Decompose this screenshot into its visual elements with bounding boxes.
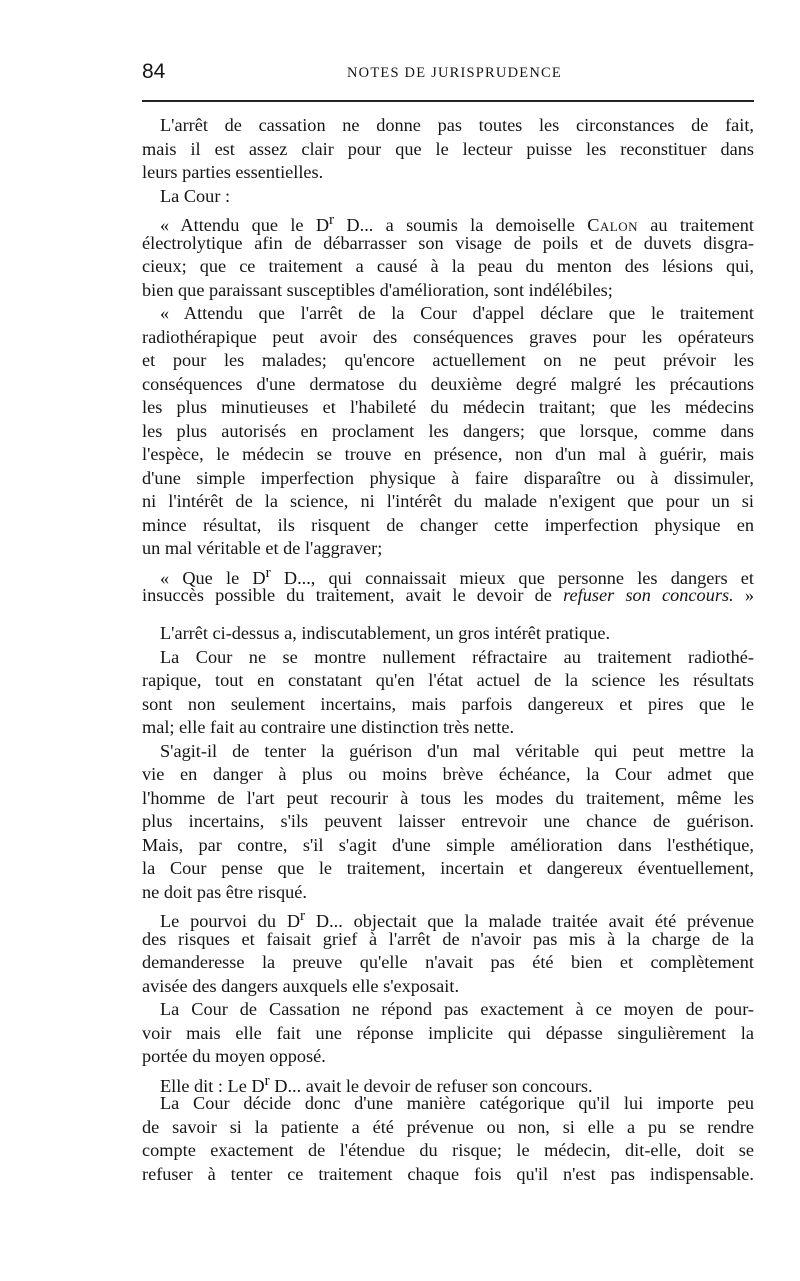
text-fragment: » <box>733 585 754 605</box>
text-line: refuser à tenter ce traitement chaque fois qu'il n'est pas indispensable. <box>142 1163 754 1184</box>
text-line: Mais, par contre, s'il s'agit d'une simple amélioration dans l'esthétique, <box>142 834 754 855</box>
text-line: mince résultat, ils risquent de changer cette imperfection physique en <box>142 514 754 535</box>
text-line: mal; elle fait au contraire une distinction très nette. <box>142 717 515 737</box>
text-line: vie en danger à plus ou moins brève échéance, la Cour admet que <box>142 764 754 784</box>
text-line <box>142 904 754 932</box>
text-line: La Cour décide donc d'une manière catégorique qu'il lui importe peu <box>160 1093 754 1113</box>
commentary-section <box>142 622 754 1186</box>
text-line: sont non seulement incertains, mais parfois dangereux et pires que le <box>142 693 754 714</box>
emphasis-text: refuser son concours. <box>563 585 734 605</box>
text-line: mais il est assez clair pour que le lecteur puisse les reconstituer dans <box>142 138 754 159</box>
text-line-quote <box>142 561 754 588</box>
text-line: de savoir si la patiente a été prévenue ou non, si elle a pu se rendre <box>142 1116 754 1137</box>
text-line: S'agit-il de tenter la guérison d'un mal véritable qui peut mettre la <box>160 740 754 761</box>
text-line: électrolytique afin de débarrasser son visage de poils et de duvets disgra- <box>142 232 754 253</box>
superscript: r <box>265 563 271 581</box>
text-line: L'arrêt de cassation ne donne pas toutes les circonstances de fait, <box>160 115 754 135</box>
text-line: conséquences d'une dermatose du deuxième degré malgré les précautions <box>142 373 754 394</box>
text-line: ni l'intérêt de la science, ni l'intérêt du malade n'exigent que pour un si <box>142 491 754 511</box>
text-line: d'une simple imperfection physique à faire disparaître ou à dissimuler, <box>142 467 754 488</box>
text-fragment: D... a soumis la demoiselle <box>334 215 588 236</box>
text-line: les plus autorisés en proclament les dangers; que lorsque, comme dans <box>142 420 754 441</box>
text-line <box>142 1069 754 1096</box>
text-line: un mal véritable et de l'aggraver; <box>142 538 383 558</box>
text-line: l'espèce, le médecin se trouve en présence, non d'un mal à guérir, mais <box>142 444 754 464</box>
text-line: la Cour pense que le traitement, incertain et dangereux éventuellement, <box>142 858 754 878</box>
text-line-quote <box>142 208 754 236</box>
text-line: voir mais elle fait une réponse implicite qui dépasse singulièrement la <box>142 1022 754 1043</box>
page-header <box>142 60 754 90</box>
text-fragment: « Que le D <box>160 567 266 588</box>
text-line: demanderesse la preuve qu'elle n'avait pas été bien et complètement <box>142 952 754 972</box>
page-number: 84 <box>142 60 166 83</box>
plaintiff-name: Calon <box>587 215 638 236</box>
text-fragment: Elle dit : Le D <box>160 1075 265 1096</box>
text-line: La Cour ne se montre nullement réfractaire au traitement radiothé- <box>160 646 754 667</box>
text-line: La Cour : <box>160 185 231 206</box>
running-title: NOTES DE JURISPRUDENCE <box>347 65 562 81</box>
text-line: « Attendu que l'arrêt de la Cour d'appel déclare que le traitement <box>160 303 754 323</box>
text-line: et pour les malades; qu'encore actuellement on ne peut prévoir les <box>142 350 754 370</box>
court-ruling-section <box>142 114 754 608</box>
text-line: bien que paraissant susceptibles d'amélioration, sont indélébiles; <box>142 279 613 300</box>
superscript: r <box>264 1071 270 1089</box>
text-line: L'arrêt ci-dessus a, indiscutablement, un gros intérêt pratique. <box>160 623 611 643</box>
text-fragment: D... objectait que la malade traitée avait été prévenue <box>305 911 754 932</box>
text-line: La Cour de Cassation ne répond pas exactement à ce moyen de pour- <box>160 999 754 1019</box>
text-line: ne doit pas être risqué. <box>142 881 307 902</box>
text-fragment: « Attendu que le D <box>160 215 330 236</box>
text-fragment: D..., qui connaissait mieux que personne les dangers et <box>270 567 754 588</box>
text-line: les plus minutieuses et l'habileté du médecin traitant; que les médecins <box>142 397 754 417</box>
text-line-quote-end <box>142 584 754 608</box>
text-line: avisée des dangers auxquels elle s'exposait. <box>142 975 460 996</box>
text-line: des risques et faisait grief à l'arrêt de n'avoir pas mis à la charge de la <box>142 928 754 949</box>
text-line: radiothérapique peut avoir des conséquences graves pour les opérateurs <box>142 326 754 347</box>
text-fragment: D... avait le devoir de refuser son concours. <box>269 1075 593 1096</box>
text-line: portée du moyen opposé. <box>142 1046 326 1066</box>
text-line: rapique, tout en constatant qu'en l'état actuel de la science les résultats <box>142 670 754 690</box>
text-line: plus incertains, s'ils peuvent laisser entrevoir une chance de guérison. <box>142 811 754 831</box>
header-rule <box>142 100 754 102</box>
text-fragment: insuccès possible du traitement, avait le devoir de <box>142 585 564 605</box>
text-fragment: Le pourvoi du D <box>160 911 301 932</box>
superscript: r <box>329 211 335 228</box>
text-line: l'homme de l'art peut recourir à tous les modes du traitement, même les <box>142 787 754 808</box>
text-line: leurs parties essentielles. <box>142 162 324 182</box>
text-fragment: au traitement <box>638 215 754 236</box>
text-line: compte exactement de l'étendue du risque; le médecin, dit-elle, doit se <box>142 1140 754 1160</box>
superscript: r <box>300 907 306 924</box>
text-line: cieux; que ce traitement a causé à la peau du menton des lésions qui, <box>142 256 754 276</box>
